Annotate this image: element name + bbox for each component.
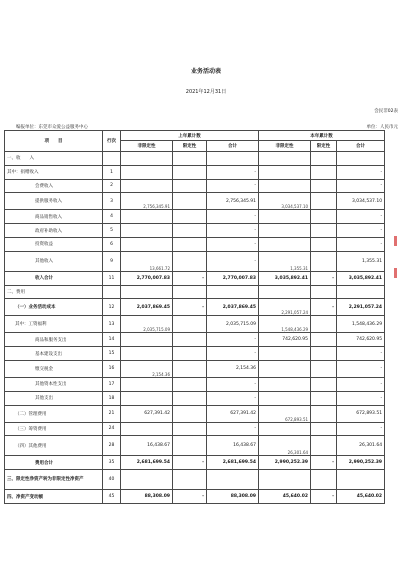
cell-prev-total: 16,438.67 — [207, 436, 259, 456]
cell-prev-unrestricted — [121, 210, 173, 224]
cell-prev-unrestricted — [121, 237, 173, 251]
header-curr-total: 合计 — [337, 141, 385, 152]
table-row — [5, 179, 385, 193]
cell-curr-total: 3,034,537.10 — [337, 193, 385, 210]
cell-curr-restricted — [311, 285, 337, 299]
cell-prev-restricted: - — [173, 299, 207, 316]
cell-prev-total: - — [207, 347, 259, 361]
cell-prev-total: - — [207, 237, 259, 251]
row-line-number — [103, 285, 121, 299]
row-label: （四）其他费用 — [5, 436, 103, 456]
cell-curr-unrestricted — [259, 360, 311, 377]
cell-prev-unrestricted — [121, 391, 173, 405]
form-number: 会民非02表 — [374, 109, 398, 114]
cell-curr-total: 1,548,436.29 — [337, 316, 385, 333]
row-line-number: 6 — [103, 237, 121, 251]
cell-curr-restricted — [311, 224, 337, 238]
cell-curr-total — [337, 152, 385, 166]
cell-curr-restricted — [311, 237, 337, 251]
cell-curr-unrestricted — [259, 422, 311, 436]
cell-curr-total: - — [337, 179, 385, 193]
cell-curr-restricted — [311, 152, 337, 166]
row-label: 一、收 入 — [5, 152, 103, 166]
cell-prev-total: - — [207, 333, 259, 347]
cell-prev-unrestricted: 13,661.72 — [121, 251, 173, 271]
row-label: 收入合计 — [5, 271, 103, 285]
cell-curr-total: - — [337, 377, 385, 391]
cell-prev-total: - — [207, 391, 259, 405]
row-label: 缴交税金 — [5, 360, 103, 377]
cell-prev-unrestricted — [121, 224, 173, 238]
cell-prev-restricted: - — [173, 456, 207, 470]
cell-curr-restricted — [311, 347, 337, 361]
row-line-number: 4 — [103, 210, 121, 224]
table-row — [5, 193, 385, 210]
table-row — [5, 316, 385, 333]
cell-prev-total: - — [207, 210, 259, 224]
cell-curr-total: - — [337, 165, 385, 179]
cell-prev-restricted — [173, 333, 207, 347]
cell-prev-unrestricted — [121, 377, 173, 391]
row-label: 投资收益 — [5, 237, 103, 251]
cell-prev-unrestricted — [121, 152, 173, 166]
cell-prev-total — [207, 285, 259, 299]
cell-prev-total: - — [207, 165, 259, 179]
row-line-number: 28 — [103, 436, 121, 456]
row-label: 会费收入 — [5, 179, 103, 193]
row-line-number: 9 — [103, 251, 121, 271]
header-item: 项 目 — [5, 131, 103, 152]
reporting-organization: 编报单位：东莞市众爱公益服务中心 — [16, 125, 88, 130]
cell-prev-restricted — [173, 165, 207, 179]
cell-prev-total — [207, 152, 259, 166]
cell-curr-restricted — [311, 405, 337, 422]
row-line-number: 3 — [103, 193, 121, 210]
cell-curr-unrestricted: 3,035,892.41 — [259, 271, 311, 285]
table-row — [5, 347, 385, 361]
cell-curr-restricted — [311, 333, 337, 347]
header-line: 行次 — [103, 131, 121, 152]
table-row — [5, 360, 385, 377]
statement-date: 2021年12月31日 — [185, 89, 227, 95]
header-curr-year: 本年累计数 — [259, 131, 385, 141]
cell-prev-restricted — [173, 179, 207, 193]
table-row — [5, 436, 385, 456]
cell-prev-total: - — [207, 422, 259, 436]
cell-curr-restricted: - — [311, 490, 337, 504]
cell-prev-restricted — [173, 436, 207, 456]
row-label: （二）管理费用 — [5, 405, 103, 422]
cell-curr-unrestricted: 45,640.02 — [259, 490, 311, 504]
table-row — [5, 490, 385, 504]
cell-prev-total — [207, 470, 259, 490]
table-row — [5, 456, 385, 470]
cell-prev-unrestricted — [121, 165, 173, 179]
cell-curr-total: - — [337, 237, 385, 251]
table-row — [5, 152, 385, 166]
activity-statement-table — [4, 130, 385, 504]
table-row — [5, 333, 385, 347]
margin-mark — [394, 236, 397, 246]
cell-prev-restricted — [173, 422, 207, 436]
cell-curr-restricted — [311, 251, 337, 271]
row-label: 基本建设支出 — [5, 347, 103, 361]
row-line-number: 18 — [103, 391, 121, 405]
cell-prev-restricted — [173, 152, 207, 166]
cell-curr-unrestricted — [259, 179, 311, 193]
table-row — [5, 237, 385, 251]
cell-curr-restricted — [311, 165, 337, 179]
header-prev-total: 合计 — [207, 141, 259, 152]
cell-curr-total: 45,640.02 — [337, 490, 385, 504]
cell-curr-restricted — [311, 316, 337, 333]
cell-curr-total: 672,893.51 — [337, 405, 385, 422]
row-line-number: 16 — [103, 360, 121, 377]
cell-curr-restricted — [311, 210, 337, 224]
cell-curr-total: - — [337, 422, 385, 436]
cell-curr-unrestricted — [259, 152, 311, 166]
cell-prev-unrestricted: 2,770,007.83 — [121, 271, 173, 285]
row-label: 商品和服务支出 — [5, 333, 103, 347]
cell-prev-unrestricted: 2,756,345.91 — [121, 193, 173, 210]
cell-prev-restricted — [173, 251, 207, 271]
cell-curr-unrestricted: 3,034,537.10 — [259, 193, 311, 210]
header-curr-unrestricted: 非限定性 — [259, 141, 311, 152]
cell-prev-restricted — [173, 224, 207, 238]
row-label: 费用合计 — [5, 456, 103, 470]
cell-curr-total: 742,620.95 — [337, 333, 385, 347]
cell-prev-total: 2,756,345.91 — [207, 193, 259, 210]
cell-curr-unrestricted — [259, 391, 311, 405]
row-line-number: 2 — [103, 179, 121, 193]
cell-curr-total: - — [337, 347, 385, 361]
cell-curr-unrestricted: 742,620.95 — [259, 333, 311, 347]
margin-mark — [394, 268, 397, 278]
cell-curr-unrestricted — [259, 165, 311, 179]
row-label: 四、净资产变动额 — [5, 490, 103, 504]
row-line-number: 24 — [103, 422, 121, 436]
table-row — [5, 470, 385, 490]
row-line-number: 21 — [103, 405, 121, 422]
cell-prev-total: - — [207, 179, 259, 193]
cell-curr-restricted — [311, 422, 337, 436]
row-line-number — [103, 152, 121, 166]
cell-prev-total: 627,391.42 — [207, 405, 259, 422]
cell-prev-total: - — [207, 377, 259, 391]
cell-curr-total: - — [337, 391, 385, 405]
cell-curr-restricted — [311, 377, 337, 391]
cell-prev-total: - — [207, 224, 259, 238]
cell-curr-total: 1,355.31 — [337, 251, 385, 271]
row-line-number: 14 — [103, 333, 121, 347]
cell-curr-total: 2,291,057.24 — [337, 299, 385, 316]
row-label: 提供服务收入 — [5, 193, 103, 210]
cell-prev-restricted — [173, 391, 207, 405]
cell-curr-unrestricted — [259, 285, 311, 299]
cell-prev-total: 2,035,715.09 — [207, 316, 259, 333]
cell-prev-restricted — [173, 285, 207, 299]
cell-prev-restricted — [173, 405, 207, 422]
cell-prev-unrestricted — [121, 422, 173, 436]
cell-curr-restricted — [311, 391, 337, 405]
table-row — [5, 391, 385, 405]
cell-curr-unrestricted: 26,301.64 — [259, 436, 311, 456]
cell-curr-unrestricted: 2,990,252.39 — [259, 456, 311, 470]
cell-curr-unrestricted: 1,355.31 — [259, 251, 311, 271]
cell-curr-total: - — [337, 210, 385, 224]
cell-curr-unrestricted — [259, 470, 311, 490]
statement-title: 业务活动表 — [190, 68, 221, 75]
statement-body — [5, 152, 385, 504]
table-row — [5, 377, 385, 391]
table-row — [5, 422, 385, 436]
row-label: （一）业务活动成本 — [5, 299, 103, 316]
row-label: （三）筹资费用 — [5, 422, 103, 436]
row-label: 政府补助收入 — [5, 224, 103, 238]
cell-curr-unrestricted: 672,893.51 — [259, 405, 311, 422]
cell-curr-restricted — [311, 193, 337, 210]
cell-prev-unrestricted: 627,391.42 — [121, 405, 173, 422]
row-label: 其中：工资福利 — [5, 316, 103, 333]
cell-prev-unrestricted — [121, 333, 173, 347]
cell-curr-unrestricted — [259, 210, 311, 224]
cell-curr-restricted — [311, 436, 337, 456]
cell-prev-restricted — [173, 237, 207, 251]
row-label: 其中：捐赠收入 — [5, 165, 103, 179]
cell-curr-restricted — [311, 470, 337, 490]
row-line-number: 45 — [103, 490, 121, 504]
cell-prev-restricted — [173, 347, 207, 361]
table-row — [5, 299, 385, 316]
cell-prev-unrestricted: 88,308.09 — [121, 490, 173, 504]
cell-curr-unrestricted — [259, 237, 311, 251]
cell-curr-total — [337, 285, 385, 299]
table-row — [5, 224, 385, 238]
cell-prev-unrestricted: 2,037,869.45 — [121, 299, 173, 316]
cell-prev-restricted — [173, 377, 207, 391]
header-prev-restricted: 限定性 — [173, 141, 207, 152]
row-line-number: 17 — [103, 377, 121, 391]
row-line-number: 15 — [103, 347, 121, 361]
cell-prev-total: 2,154.36 — [207, 360, 259, 377]
cell-curr-restricted: - — [311, 456, 337, 470]
header-prev-unrestricted: 非限定性 — [121, 141, 173, 152]
cell-prev-restricted: - — [173, 271, 207, 285]
cell-curr-unrestricted — [259, 377, 311, 391]
cell-curr-total: 26,301.64 — [337, 436, 385, 456]
row-label: 其他收入 — [5, 251, 103, 271]
cell-prev-unrestricted: 16,438.67 — [121, 436, 173, 456]
cell-prev-unrestricted: 2,681,699.54 — [121, 456, 173, 470]
row-line-number: 13 — [103, 316, 121, 333]
cell-prev-restricted — [173, 360, 207, 377]
cell-prev-total: 2,037,869.45 — [207, 299, 259, 316]
cell-curr-total: 3,035,892.41 — [337, 271, 385, 285]
table-row — [5, 405, 385, 422]
cell-curr-total: - — [337, 224, 385, 238]
row-label: 其他资本性支出 — [5, 377, 103, 391]
cell-prev-restricted — [173, 193, 207, 210]
cell-prev-unrestricted: 2,154.36 — [121, 360, 173, 377]
row-line-number: 1 — [103, 165, 121, 179]
cell-prev-unrestricted — [121, 179, 173, 193]
row-line-number: 40 — [103, 470, 121, 490]
cell-prev-total: - — [207, 251, 259, 271]
cell-curr-total — [337, 470, 385, 490]
cell-curr-unrestricted — [259, 347, 311, 361]
row-line-number: 12 — [103, 299, 121, 316]
table-row — [5, 271, 385, 285]
cell-prev-restricted — [173, 470, 207, 490]
cell-prev-total: 2,681,699.54 — [207, 456, 259, 470]
cell-prev-total: 88,308.09 — [207, 490, 259, 504]
table-row — [5, 285, 385, 299]
header-curr-restricted: 限定性 — [311, 141, 337, 152]
header-prev-year: 上年累计数 — [121, 131, 259, 141]
table-row — [5, 165, 385, 179]
cell-prev-restricted: - — [173, 490, 207, 504]
cell-prev-unrestricted: 2,035,715.09 — [121, 316, 173, 333]
row-label: 三、限定性净资产转为非限定性净资产 — [5, 470, 103, 490]
cell-curr-total: - — [337, 360, 385, 377]
row-label: 其他支出 — [5, 391, 103, 405]
cell-prev-unrestricted — [121, 347, 173, 361]
cell-curr-restricted: - — [311, 299, 337, 316]
cell-prev-unrestricted — [121, 285, 173, 299]
currency-unit: 单位：人民币元 — [366, 125, 398, 130]
row-line-number: 5 — [103, 224, 121, 238]
row-line-number: 35 — [103, 456, 121, 470]
cell-prev-restricted — [173, 210, 207, 224]
cell-curr-unrestricted — [259, 224, 311, 238]
cell-prev-total: 2,770,007.83 — [207, 271, 259, 285]
cell-curr-unrestricted: 1,548,436.29 — [259, 316, 311, 333]
cell-curr-restricted: - — [311, 271, 337, 285]
table-row — [5, 251, 385, 271]
cell-curr-total: 2,990,252.39 — [337, 456, 385, 470]
cell-prev-unrestricted — [121, 470, 173, 490]
row-label: 商品销售收入 — [5, 210, 103, 224]
table-row — [5, 210, 385, 224]
cell-curr-restricted — [311, 360, 337, 377]
cell-curr-restricted — [311, 179, 337, 193]
row-label: 二、费用 — [5, 285, 103, 299]
row-line-number: 11 — [103, 271, 121, 285]
cell-prev-restricted — [173, 316, 207, 333]
cell-curr-unrestricted: 2,291,057.24 — [259, 299, 311, 316]
